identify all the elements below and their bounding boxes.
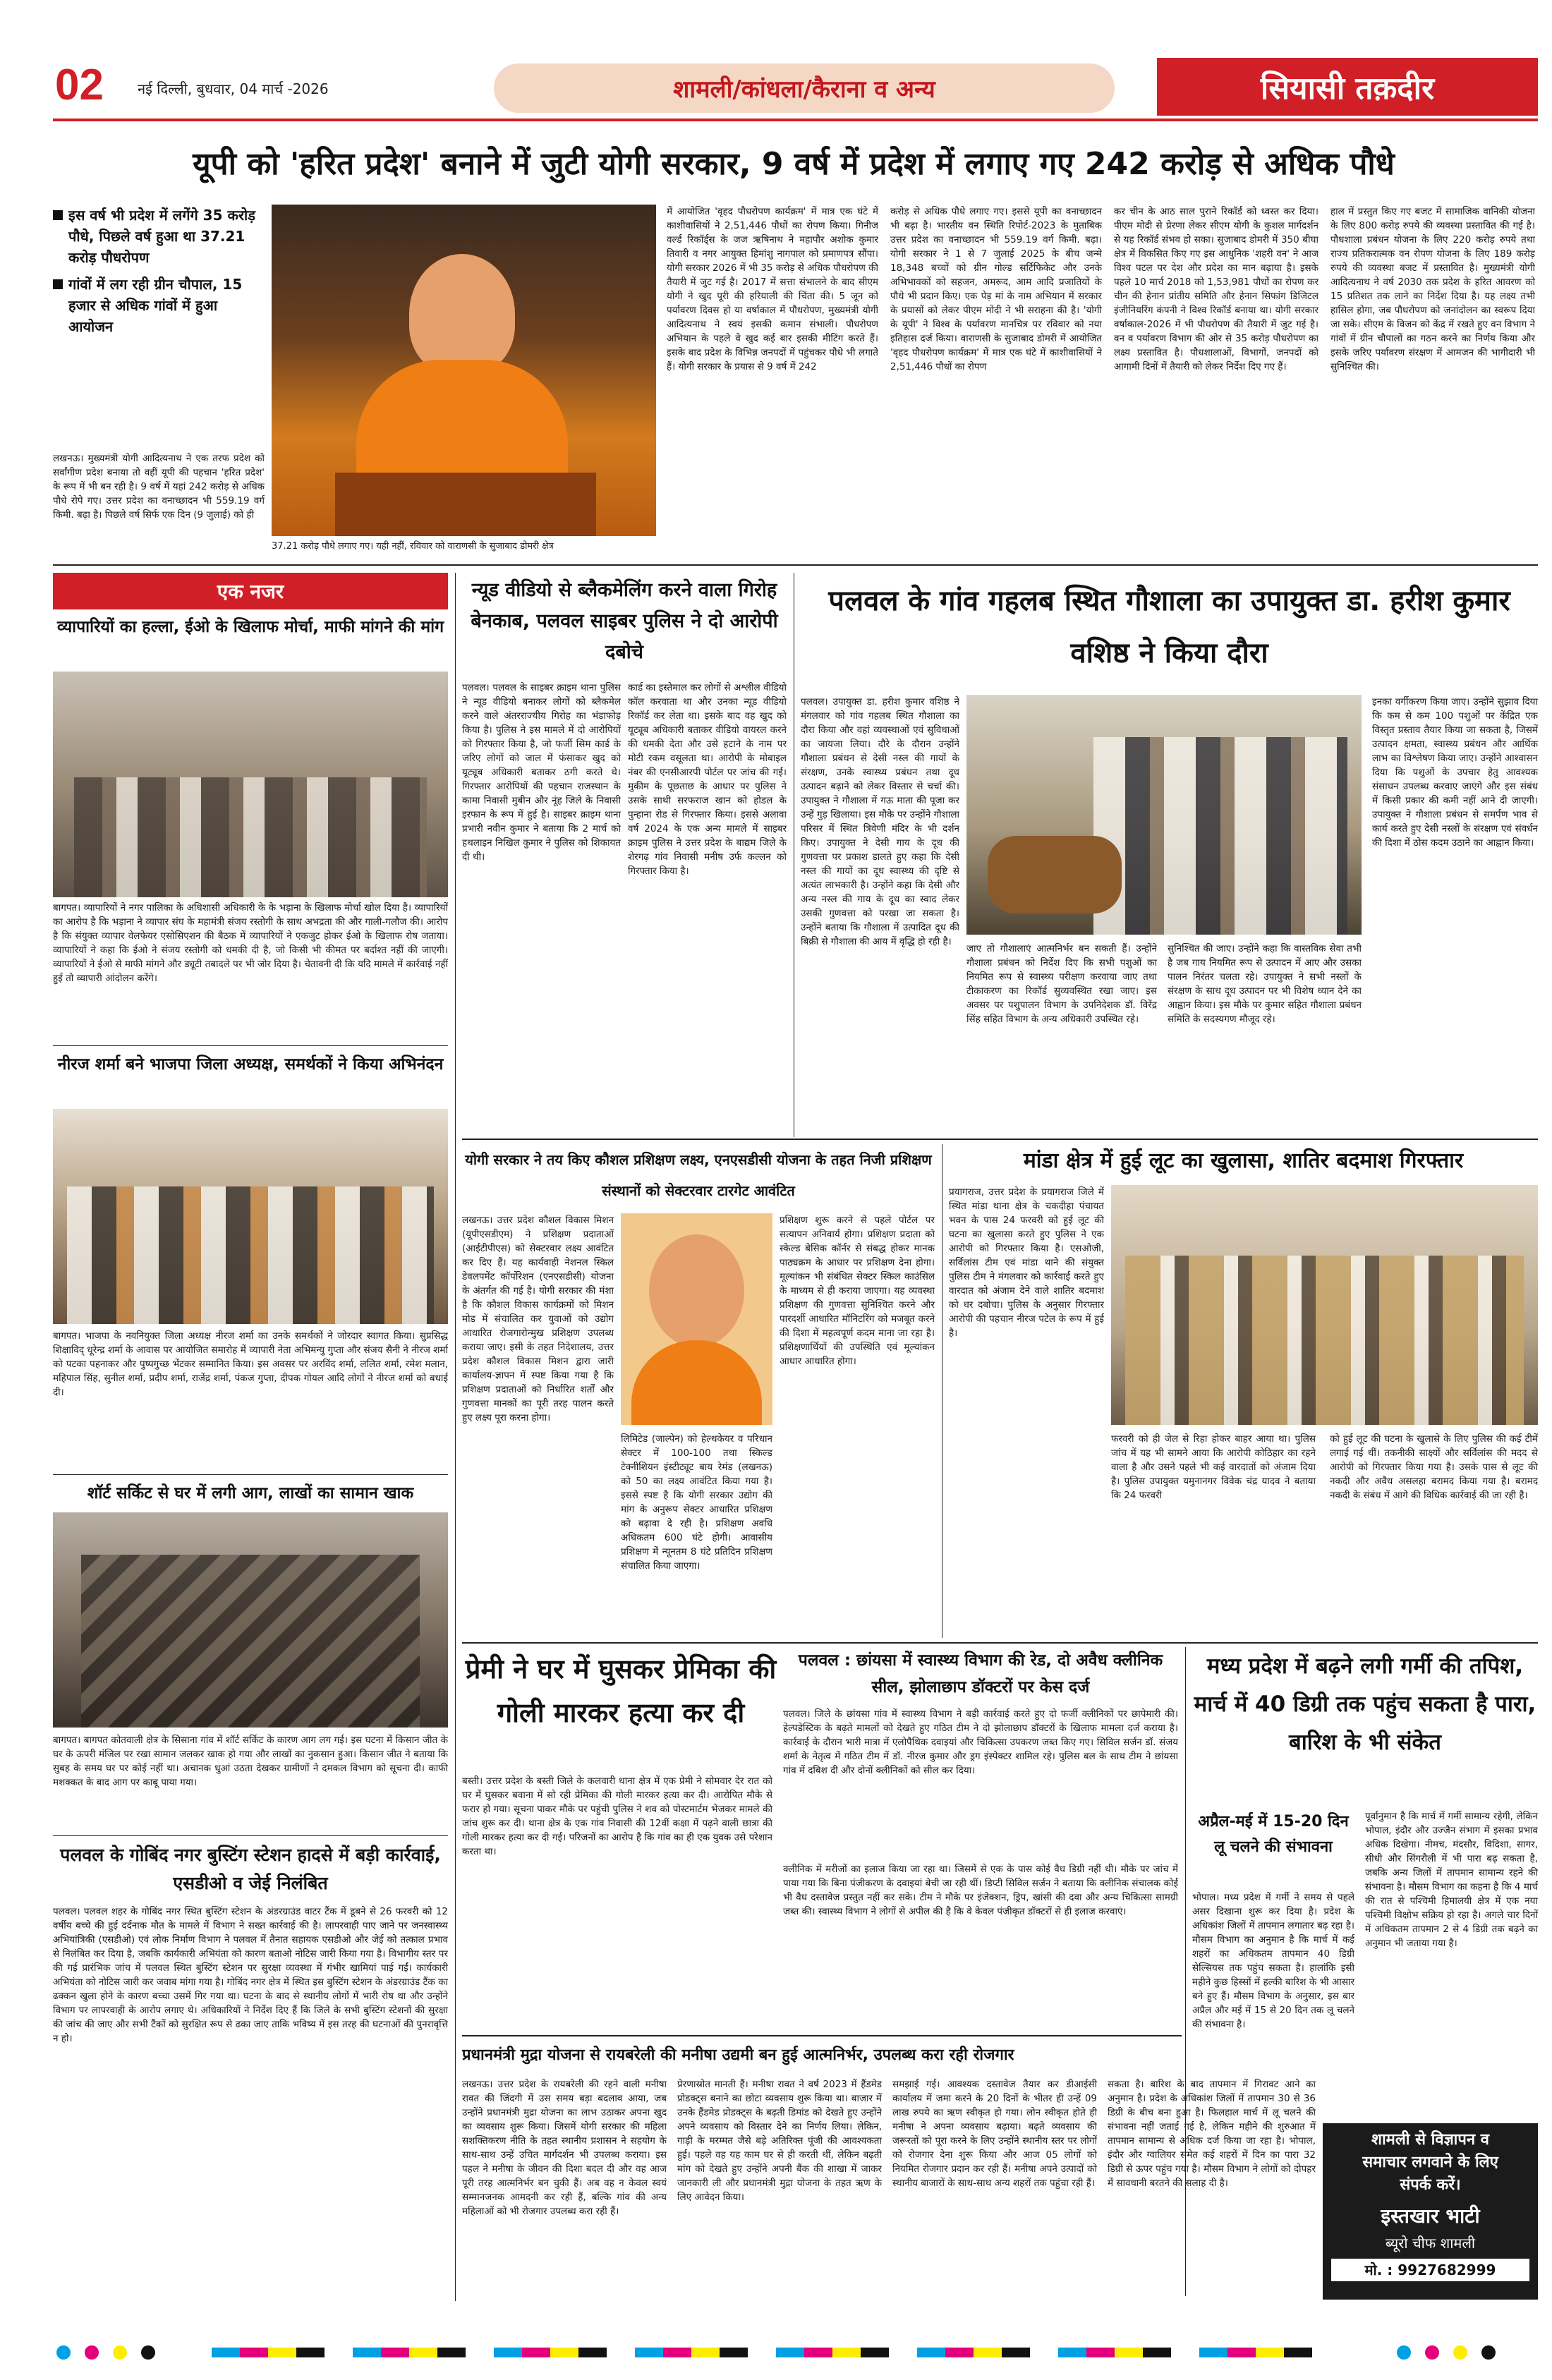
mudra-col-4: सकता है। बारिश के बाद तापमान में गिरावट आने का अनुमान है। प्रदेश के अधिकांश जिलों में तापमान 30 से 36 डिग्री के बीच बना हुआ है। फिलहाल मार्च में लू चलने की संभावना नहीं जताई गई है, लेकिन महीने की शुरुआत में तापमान सामान्य से अधिक दर्ज किया जा रहा है। भोपाल, इंदौर और ग्वालियर समेत कई शहरों में दिन का पारा 32 डिग्री से ऊपर पहुंच गया है। मौसम विभाग ने लोगों को दोपहर में सावधानी बरतने की सलाह दी है। bbox=[1108, 2079, 1316, 2189]
ad-phone: मो. : 9927682999 bbox=[1331, 2259, 1529, 2281]
mid-divider bbox=[462, 1139, 1538, 1140]
neeraj-text: बागपत। भाजपा के नवनियुक्त जिला अध्यक्ष नीरज शर्मा का उनके समर्थकों ने जोरदार स्वागत किया। सुप्रसिद्ध शिक्षाविद् धूरेन्द्र शर्मा के आवास पर आयोजित समारोह में व्यापारी नेता अभिमन्यु गुप्ता और संजय सैनी ने नीरज शर्मा को पटका पहनाकर और पुष्पगुच्छ भेंटकर सम्मानित किया। इस अवसर पर अरविंद शर्मा, ललित शर्मा, रमेश मलान, महिपाल सिंह, सुनील शर्मा, प्रदीप शर्मा, राजेंद्र शर्मा, पंकज गुप्ता, दीपक गोयल आदि लोगों ने नीरज शर्मा को बधाई दी। bbox=[53, 1330, 448, 1398]
video-gang-col-1: पलवल। पलवल के साइबर क्राइम थाना पुलिस ने न्यूड वीडियो बनाकर लोगों को ब्लैकमेल करने वाले अंतरराज्यीय गिरोह का भंडाफोड़ किया है। पुलिस ने इस मामले में दो आरोपियों को गिरफ्तार किया है, जो फर्जी सिम कार्ड के जरिए लोगों को जाल में फंसाकर खुद को यूट्यूब अधिकारी बताकर ठगी करते थे। गिरफ्तार आरोपियों की पहचान राजस्थान के कामा निवासी मुबीन और नूंह जिले के निवासी इरफान के रूप में हुई है। साइबर क्राइम थाना प्रभारी नवीन कुमार ने बताया कि 2 मार्च को हथलाइन निखिल कुमार ने पुलिस को शिकायत दी थी। bbox=[462, 682, 621, 863]
premi-headline: प्रेमी ने घर में घुसकर प्रेमिका की गोली मारकर हत्या कर दी bbox=[465, 1653, 777, 1728]
crowd bbox=[74, 777, 427, 897]
manda-col-1: प्रयागराज, उत्तर प्रदेश के प्रयागराज जिले में स्थित मांडा थाना क्षेत्र के चकदीहा पंचायत भवन के पास 24 फरवरी को हुई लूट की घटना का खुलासा करते हुए पुलिस ने एक आरोपी को गिरफ्तार किया है। एसओजी, सर्विलांस टीम एवं मांडा थाने की संयुक्त पुलिस टीम ने मंगलवार को कार्रवाई करते हुए वारदात को अंजाम देने वाले शातिर बदमाश को धर दबोचा। पुलिस के अनुसार गिरफ्तार आरोपी की पहचान नीरज पटेल के रूप में हुई है। bbox=[949, 1186, 1104, 1339]
manda-headline: मांडा क्षेत्र में हुई लूट का खुलासा, शातिर बदमाश गिरफ्तार bbox=[1023, 1148, 1464, 1173]
footer-registration-strip bbox=[0, 2328, 1552, 2380]
lead-bullet: गांवों में लग रही ग्रीन चौपाल, 15 हजार से अधिक गांवों में हुआ आयोजन bbox=[53, 274, 265, 337]
lead-photo-caption: 37.21 करोड़ पौधे लगाए गए। यही नहीं, रविवार को वाराणसी के सुजाबाद डोमरी क्षेत्र bbox=[272, 541, 554, 552]
gaushala-col-2: इनका वर्गीकरण किया जाए। उन्होंने सुझाव दिया कि कम से कम 100 पशुओं पर केंद्रित एक विस्तृत प्रस्ताव तैयार किया जा सकता है, जिसमें उत्पादन क्षमता, स्वास्थ्य प्रबंधन और आर्थिक लाभ का विश्लेषण किया जाए। उन्होंने आश्वासन दिया कि पशुओं के उपचार हेतु आवश्यक संसाधन उपलब्ध करवाए जाएंगे और इस संबंध में किसी प्रकार की कमी नहीं आने दी जाएगी। उपायुक्त ने गौशाला प्रबंधन से समर्पण भाव से कार्य करते हुए देसी नस्लों के संरक्षण एवं संवर्धन की दिशा में ठोस कदम उठाने का आह्वान किया। bbox=[1372, 696, 1538, 849]
video-gang-col-2: कार्ड का इस्तेमाल कर लोगों से अश्लील वीडियो कॉल करवाता था और उनका न्यूड वीडियो रिकॉर्ड कर लेता था। इसके बाद वह खुद को यूट्यूब अधिकारी बताकर वीडियो वायरल करने की धमकी देता और उसे हटाने के नाम पर मोटी रकम वसूलता था। आरोपी के मोबाइल नंबर की एनसीआरपी पोर्टल पर जांच की गई। मुकीम के पूछताछ के आधार पर पुलिस ने उसके साथी सरफराज खान को होडल के पुन्हाना रोड से गिरफ्तार किया। इससे अलावा वर्ष 2024 के एक अन्य मामले में साइबर क्राइम पुलिस ने उत्तर प्रदेश के बाद्यम जिले के शेरगढ़ गांव निवासी मनीष उर्फ कल्लन को गिरफ्तार किया है। bbox=[628, 682, 787, 877]
lead-col-3: कर चीन के आठ साल पुराने रिकॉर्ड को ध्वस्त कर दिया। पीएम मोदी से प्रेरणा लेकर सीएम योगी के कुशल मार्गदर्शन से यह रिकॉर्ड संभव हो सका। सुजाबाद डोमरी में 350 बीघा क्षेत्र में विकसित किए गए इस आधुनिक 'शहरी वन' ने आज विश्व पटल पर देश और प्रदेश का मान बढ़ाया है। इसके पहले 10 मार्च 2018 को 1,53,981 पौधों का रोपण कर चीन की हेनान प्रांतीय समिति और हेनान सिफांग डिजिटल इंजीनियरिंग कंपनी ने विश्व रिकॉर्ड बनाया था। योगी सरकार वर्षाकाल-2026 में भी पौधरोपण की तैयारी में जुट गई है। वन व पर्यावरण विभाग की ओर से 35 करोड़ पौधरोपण का लक्ष्य प्रस्तावित है। पौधशालाओं, विभागों, जनपदों को आगामी दिनों में तैयारी को लेकर निर्देश दिए गए हैं। bbox=[1114, 206, 1318, 372]
mudra-headline: प्रधानमंत्री मुद्रा योजना से रायबरेली की मनीषा उद्यमी बन हुई आत्मनिर्भर, उपलब्ध करा रही रोजगार bbox=[462, 2046, 1014, 2064]
brand-name: सियासी तक़दीर bbox=[1260, 71, 1435, 107]
mudra-col-3: समझाई गई। आवश्यक दस्तावेज तैयार कर डीआईसी कार्यालय में जमा करने के 20 दिनों के भीतर ही उन्हें 09 लाख रुपये का ऋण स्वीकृत हो गया। लोन स्वीकृत होते ही मनीषा ने अपना व्यवसाय बढ़ाया। बढ़ते व्यवसाय की जरूरतों को पूरा करने के लिए उन्होंने स्थानीय स्तर पर लोगों को रोजगार देना शुरू किया और आज 05 लोगों को नियमित रोजगार प्रदान कर रही हैं। मनीषा अपने उत्पादों को स्थानीय बाजारों के साथ-साथ अन्य शहरों तक पहुंचा रही हैं। bbox=[892, 2079, 1097, 2189]
manda-police-photo bbox=[1111, 1185, 1538, 1425]
kaushal-col-2: लिमिटेड (जाल्पेन) को हेल्थकेयर व परिधान सेक्टर में 100-100 तथा स्किल्ड टेक्नीशियन इंस्टीट्यूट बाय रेमंड (लखनऊ) को 50 का लक्ष्य आवंटित किया गया है। इससे स्पष्ट है कि योगी सरकार उद्योग की मांग के अनुरूप सेक्टर आधारित प्रशिक्षण को बढ़ावा दे रही है। प्रशिक्षण अवधि अधिकतम 600 घंटे होगी। आवासीय प्रशिक्षण में न्यूनतम 8 घंटे प्रतिदिन प्रशिक्षण संचालित किया जाएगा। bbox=[621, 1433, 772, 1572]
manda-col-2: फरवरी को ही जेल से रिहा होकर बाहर आया था। पुलिस जांच में यह भी सामने आया कि आरोपी कोठिहार का रहने वाला है और उसने पहले भी कई वारदातों को अंजाम दिया है। पुलिस उपायुक्त यमुनानगर विवेक चंद्र यादव ने बताया कि 24 फरवरी bbox=[1111, 1433, 1316, 1501]
lead-col-2: करोड़ से अधिक पौधे लगाए गए। इससे यूपी का वनाच्छादन भी बढ़ा है। भारतीय वन स्थिति रिपोर्ट-2023 के मुताबिक उत्तर प्रदेश का वनाच्छादन भी 559.19 वर्ग किमी. बढ़ा। योगी सरकार ने 1 से 7 जुलाई 2025 के बीच जन्मे 18,348 बच्चों को ग्रीन गोल्ड सर्टिफिकेट और उनके अभिभावकों को सहजन, अमरूद, आम आदि प्रजातियों के पौधे भी प्रदान किए। एक पेड़ मां के नाम अभियान में सरकार के प्रयासों को लेकर पीएम मोदी ने भी सराहना की है। 'योगी के यूपी' ने विश्व के पर्यावरण मानचित्र पर रविवार को नया इतिहास दर्ज किया। वाराणसी के सुजाबाद डोमरी में आयोजित 'वृहद पौधरोपण कार्यक्रम' में मात्र एक घंटे में काशीवासियों ने 2,51,446 पौधों का रोपण bbox=[890, 206, 1102, 372]
registration-mark-icon bbox=[1481, 2345, 1496, 2360]
page-number: 02 bbox=[55, 61, 104, 109]
yogi-speech-photo bbox=[272, 205, 656, 536]
fire-headline: शॉर्ट सर्किट से घर में लगी आग, लाखों का सामान खाक bbox=[87, 1484, 414, 1502]
lead-intro: लखनऊ। मुख्यमंत्री योगी आदित्यनाथ ने एक तरफ प्रदेश को सर्वांगीण प्रदेश बनाया तो वहीं यूपी की पहचान 'हरित प्रदेश' के रूप में भी बन रही है। 9 वर्ष में यहां 242 करोड़ से अधिक पौधे रोपे गए। उत्तर प्रदेश का वनाच्छादन भी 559.19 वर्ग किमी. बढ़ा है। पिछले वर्ष सिर्फ एक दिन (9 जुलाई) को ही bbox=[53, 453, 265, 521]
masthead-rule bbox=[53, 119, 1538, 121]
masthead bbox=[0, 0, 1552, 130]
yogi-robe bbox=[631, 1340, 762, 1425]
color-bar bbox=[212, 2348, 1340, 2357]
lead-col-1: में आयोजित 'वृहद पौधरोपण कार्यक्रम' में मात्र एक घंटे में काशीवासियों ने 2,51,446 पौधों का रोपण किया। गिनीज वर्ल्ड रिकॉर्ड्स के जज ऋषिनाथ ने महापौर अशोक कुमार तिवारी व नगर आयुक्त हिमांशु नागपाल को प्रमाणपत्र सौंपा। योगी सरकार 2026 में भी 35 करोड़ से अधिक पौधरोपण की तैयारी में जुट गई है। 2017 में सत्ता संभालने के बाद सीएम योगी ने खुद पूरी की हरियाली की चिंता की। 5 जून को पर्यावरण दिवस हो या वर्षाकाल में पौधरोपण, मुख्यमंत्री योगी आदित्यनाथ ने स्वयं इसकी कमान संभाली। पौधरोपण अभियान के पहले वे खुद कई बार इसकी मीटिंग करते हैं। इसके बाद प्रदेश के विभिन्न जनपदों में पहुंचकर पौधे भी लगाते हैं। योगी सरकार के प्रयास से 9 वर्ष में 242 bbox=[667, 206, 878, 372]
kaushal-col-3: प्रशिक्षण शुरू करने से पहले पोर्टल पर सत्यापन अनिवार्य होगा। प्रशिक्षण प्रदाता को स्केल्ड बेसिक कॉर्नर से संबद्ध होकर मानक पाठ्यक्रम के आधार पर प्रशिक्षण देना होगा। मूल्यांकन भी संबंधित सेक्टर स्किल काउंसिल के माध्यम से ही कराया जाएगा। यह व्यवस्था प्रशिक्षण की गुणवत्ता सुनिश्चित करने और पारदर्शी आधारित मॉनिटरिंग को मजबूत करने की दिशा में महत्वपूर्ण कदम माना जा रहा है। प्रशिक्षणार्थियों की उपस्थिति एवं मूल्यांकन आधार आधारित होगा। bbox=[780, 1215, 935, 1367]
nazar-divider-3 bbox=[53, 1835, 448, 1836]
nazar-divider-2 bbox=[53, 1474, 448, 1475]
chhainsa-col-1: पलवल। जिले के छांयसा गांव में स्वास्थ्य विभाग ने बड़ी कार्रवाई करते हुए दो फर्जी क्लीनिकों पर छापेमारी की। हेल्पडेस्टिक के बढ़ते मामलों को देखते हुए गठित टीम ने दो झोलाछाप डॉक्टरों के खिलाफ मामला दर्ज कराया है। कार्रवाई के दौरान भारी मात्रा में एलोपैथिक दवाइयां और चिकित्सा उपकरण जब्त किए गए। सिविल सर्जन डॉ. संजय शर्मा के नेतृत्व में गठित टीम में डॉ. नीरज कुमार और ड्रग इंस्पेक्टर शामिल रहे। पुलिस बल के साथ टीम ने छांयसा गांव में दबिश दी और दोनों क्लीनिकों को सील कर दिया। bbox=[783, 1708, 1178, 1776]
registration-mark-icon bbox=[56, 2345, 71, 2360]
police-officers bbox=[1125, 1256, 1524, 1425]
burnt-room bbox=[81, 1555, 420, 1728]
ad-line-2: समाचार लगवाने के लिए bbox=[1362, 2154, 1498, 2171]
premi-col-1: बस्ती। उत्तर प्रदेश के बस्ती जिले के कलवारी थाना क्षेत्र में एक प्रेमी ने सोमवार देर रात को घर में घुसकर बवाना में सो रही प्रेमिका की गोली मारकर हत्या कर दी। आरोपित मौके से फरार हो गया। सूचना पाकर मौके पर पहुंची पुलिस ने शव को पोस्टमार्टम भेजकर मामले की जांच शुरू कर दी। थाना क्षेत्र के एक गांव निवासी की 12वीं कक्षा में पढ़ने वाली छात्रा की गोली मारकर हत्या कर दी गई। परिजनों का आरोप है कि गांव का ही एक युवक उसे परेशान करता था। bbox=[462, 1775, 772, 1857]
cow bbox=[988, 836, 1122, 913]
chhainsa-headline: पलवल : छांयसा में स्वास्थ्य विभाग की रेड, दो अवैध क्लीनिक सील, झोलाछाप डॉक्टरों पर केस दर्ज bbox=[798, 1651, 1163, 1696]
section-title: शामली/कांधला/कैराना व अन्य bbox=[673, 75, 935, 104]
video-gang-headline: न्यूड वीडियो से ब्लैकमेलिंग करने वाला गिरोह बेनकाब, पलवल साइबर पुलिस ने दो आरोपी दबोचे bbox=[471, 579, 778, 663]
podium bbox=[335, 473, 596, 536]
kaushal-headline: योगी सरकार ने तय किए कौशल प्रशिक्षण लक्ष्य, एनएसडीसी योजना के तहत निजी प्रशिक्षण संस्थानों को सेक्टरवार टारगेट आवंटित bbox=[465, 1151, 932, 1199]
yogi-face bbox=[649, 1234, 744, 1347]
nazar-divider-1 bbox=[53, 1045, 448, 1046]
heat-subheadline: अप्रैल-मई में 15-20 दिन लू चलने की संभावना bbox=[1198, 1813, 1349, 1856]
ad-line-3: संपर्क करें। bbox=[1400, 2176, 1461, 2194]
lead-col-4: हाल में प्रस्तुत किए गए बजट में सामाजिक वानिकी योजना के लिए 800 करोड़ रुपये की व्यवस्था प्रस्तावित की गई है। पौधशाला प्रबंधन योजना के लिए 220 करोड़ रुपये तथा राज्य प्रतिकरात्मक वन रोपण योजना के लिए 189 करोड़ रुपये की व्यवस्था बजट में प्रस्तावित है। मुख्यमंत्री योगी आदित्यनाथ ने वर्ष 2030 तक प्रदेश के हरित आवरण को 15 प्रतिशत तक लाने का निर्देश दिया है। यह लक्ष्य तभी हासिल होगा, जब पौधरोपण को जनांदोलन का स्वरूप दिया जा सके। सीएम के विजन को केंद्र में रखते हुए वन विभाग ने गांवों में ग्रीन चौपालों का गठन करने का निर्णय किया और इसके जरिए पर्यावरण संरक्षण में आमजन की भागीदारी भी सुनिश्चित की। bbox=[1330, 206, 1535, 372]
vertical-divider-left bbox=[455, 573, 456, 2301]
mudra-col-2: प्रेरणास्रोत मानती हैं। मनीषा रावत ने वर्ष 2023 में हैंडमेड प्रोडक्ट्स बनाने का छोटा व्यवसाय शुरू किया था। बाजार में उनके हैंडमेड प्रोडक्ट्स के बढ़ती डिमांड को देखते हुए उन्होंने अपने व्यवसाय को विस्तार देने का निर्णय लिया। लेकिन, गाड़ी के मरम्मत जैसे बड़े अतिरिक्त पूंजी की आवश्यकता हुई। पहले वह यह काम घर से ही करती थीं, लेकिन बढ़ती मांग को देखते हुए उन्होंने अपनी बैंक की शाखा में जाकर जानकारी ली और प्रधानमंत्री मुद्रा योजना के तहत ऋण के लिए आवेदन किया। bbox=[677, 2079, 882, 2203]
registration-mark-icon bbox=[85, 2345, 99, 2360]
registration-mark-icon bbox=[141, 2345, 155, 2360]
lower-divider bbox=[462, 1642, 1538, 1644]
mudra-divider bbox=[462, 2035, 1182, 2036]
dateline: नई दिल्ली, बुधवार, 04 मार्च -2026 bbox=[138, 80, 329, 97]
registration-mark-icon bbox=[113, 2345, 127, 2360]
speaker-figure bbox=[409, 254, 515, 374]
ek-nazar-label: एक नजर bbox=[53, 573, 448, 609]
brand-box bbox=[1157, 58, 1538, 116]
gaushala-col-4: सुनिश्चित की जाए। उन्होंने कहा कि वास्तविक सेवा तभी है जब गाय नियमित रूप से उत्पादन में आए और उसका पालन निरंतर चलता रहे। उपायुक्त ने सभी नस्लों के संरक्षण के साथ दूध उत्पादन पर भी विशेष ध्यान देने का आह्वान किया। इस मौके पर कुमार सहित गौशाला प्रबंधन समिति के सदस्यगण मौजूद रहे। bbox=[1168, 943, 1362, 1025]
heat-col-2: पूर्वानुमान है कि मार्च में गर्मी सामान्य रहेगी, लेकिन भोपाल, इंदौर और उज्जैन संभाग में इसका प्रभाव अधिक दिखेगा। नीमच, मंदसौर, विदिशा, सागर, सीधी और सिंगरौली में भी पारा बढ़ सकता है, जबकि अन्य जिलों में तापमान सामान्य रहने की संभावना है। मौसम विभाग का कहना है कि 4 मार्च की रात से पश्चिमी हिमालयी क्षेत्र में एक नया पश्चिमी विक्षोभ सक्रिय हो रहा है। अगले चार दिनों में अधिकतम तापमान 2 से 4 डिग्री तक बढ़ने का अनुमान भी जताया गया है। bbox=[1365, 1811, 1538, 1949]
busting-headline: पलवल के गोबिंद नगर बुस्टिंग स्टेशन हादसे में बड़ी कार्रवाई, एसडीओ व जेई निलंबित bbox=[60, 1845, 441, 1893]
square-bullet-icon bbox=[53, 210, 63, 220]
mudra-col-1: लखनऊ। उत्तर प्रदेश के रायबरेली की रहने वाली मनीषा रावत की जिंदगी में उस समय बड़ा बदलाव आया, जब उन्होंने प्रधानमंत्री मुद्रा योजना का लाभ उठाकर अपना खुद का व्यवसाय शुरू किया। जिसमें योगी सरकार की महिला सशक्तिकरण नीति के तहत स्थानीय प्रशासन ने सहयोग के साथ-साथ उन्हें उचित मार्गदर्शन भी उपलब्ध कराया। इस पहल ने मनीषा के जीवन की दिशा बदल दी और वह आज पूरी तरह आत्मनिर्भर बन चुकी हैं। अब वह न केवल स्वयं सम्मानजनक आमदनी कर रही हैं, बल्कि गांव की अन्य महिलाओं को भी रोजगार उपलब्ध करा रही हैं। bbox=[462, 2079, 667, 2217]
ad-title: ब्यूरो चीफ शामली bbox=[1385, 2235, 1476, 2252]
advertisement-box bbox=[1323, 2123, 1538, 2300]
ad-name: इस्तखार भाटी bbox=[1381, 2204, 1480, 2228]
manda-col-3: को हुई लूट की घटना के खुलासे के लिए पुलिस की कई टीमें लगाई गई थीं। तकनीकी साक्ष्यों और सर्विलांस की मदद से आरोपी को गिरफ्तार किया गया है। उसके पास से लूट की नकदी और अवैध असलहा बरामद किया गया है। बरामद नकदी के संबंध में आगे की विधिक कार्रवाई की जा रही है। bbox=[1330, 1433, 1538, 1501]
lead-bullets bbox=[53, 205, 265, 444]
gaushala-headline: पलवल के गांव गहलब स्थित गौशाला का उपायुक्त डा. हरीश कुमार वशिष्ठ ने किया दौरा bbox=[828, 585, 1510, 669]
officials-group bbox=[1093, 737, 1347, 935]
gaushala-col-3: जाए तो गौशालाएं आत्मनिर्भर बन सकती हैं। उन्होंने गौशाला प्रबंधन को निर्देश दिए कि सभी पशुओं का नियमित रूप से स्वास्थ्य परीक्षण करवाया जाए तथा टीकाकरण का रिकॉर्ड सुव्यवस्थित रखा जाए। इस अवसर पर पशुपालन विभाग के उपनिदेशक डॉ. विरेंद्र सिंह सहित विभाग के अन्य अधिकारी उपस्थित रहे। bbox=[966, 943, 1157, 1025]
neeraj-headline: नीरज शर्मा बने भाजपा जिला अध्यक्ष, समर्थकों ने किया अभिनंदन bbox=[57, 1055, 444, 1074]
traders-protest-photo bbox=[53, 672, 448, 897]
registration-mark-icon bbox=[1453, 2345, 1467, 2360]
traders-text: बागपत। व्यापारियों ने नगर पालिका के अधिशासी अधिकारी के के भड़ाना के खिलाफ मोर्चा खोल दिया है। व्यापारियों का आरोप है कि भड़ाना ने व्यापार संघ के महामंत्री संजय रस्तोगी के साथ अभद्रता की और गाली-गलौज की। आरोप है कि संयुक्त व्यापार वेलफेयर एसोसिएशन की बैठक में व्यापारियों ने एकजुट होकर ईओ के खिलाफ रोष जताया। व्यापारियों ने कहा कि ईओ ने संजय रस्तोगी को धमकी दी है, जो किसी भी कीमत पर बर्दाश्त नहीं की जाएगी। व्यापारियों ने ईओ से माफी मांगने और ड्यूटी तबादले पर भी जोर दिया है। चेतावनी दी कि यदि मामले में कार्रवाई नहीं हुई तो व्यापारी आंदोलन करेंगे। bbox=[53, 902, 448, 984]
gaushala-col-1: पलवल। उपायुक्त डा. हरीश कुमार वशिष्ठ ने मंगलवार को गांव गहलब स्थित गौशाला का दौरा किया और वहां व्यवस्थाओं एवं सुविधाओं का जायजा लिया। दौरे के दौरान उन्होंने गौशाला प्रबंधन से देसी नस्ल की गायों के संरक्षण, उनके स्वास्थ्य प्रबंधन तथा दूध उत्पादन बढ़ाने को लेकर विस्तार से चर्चा की। उपायुक्त ने गौशाला में गऊ माता की पूजा कर उन्हें गुड़ खिलाया। इस मौके पर उन्होंने गौशाला परिसर में स्थित त्रिवेणी मंदिर के भी दर्शन किए। उपायुक्त ने देसी गाय के दूध की गुणवत्ता पर प्रकाश डालते हुए कहा कि देसी नस्ल की गायों का दूध स्वास्थ्य की दृष्टि से अत्यंत लाभकारी है। उन्होंने कहा कि देसी और अन्य नस्ल की गाय के दूध का स्वाद लेकर उसकी गुणवत्ता को परखा जा सकता है। उन्होंने बताया कि गौशाला में उत्पादित दूध की बिक्री से गौशाला की आय में वृद्धि हो रही है। bbox=[801, 696, 959, 947]
registration-mark-icon bbox=[1425, 2345, 1439, 2360]
busting-text: पलवल। पलवल शहर के गोबिंद नगर स्थित बुस्टिंग स्टेशन के अंडरग्राउंड वाटर टैंक में डूबने से 26 फरवरी को 12 वर्षीय बच्चे की हुई दर्दनाक मौत के मामले में विभाग ने सख्त कार्रवाई की है। लापरवाही पाए जाने पर जनस्वास्थ्य अभियांत्रिकी (एसडीओ) एवं लोक निर्माण विभाग ने पलवल में तैनात सहायक एसडीओ और जेई को तत्काल प्रभाव से निलंबित कर दिया है, जबकि कार्यकारी अभियंता को कारण बताओ नोटिस जारी किया गया है। विभागीय स्तर पर की गई प्रारंभिक जांच में पलवल स्थित बुस्टिंग स्टेशन पर सुरक्षा व्यवस्था में गंभीर खामियां पाई गईं। कार्यकारी अभियंता को नोटिस जारी कर जवाब मांगा गया है। गोबिंद नगर क्षेत्र में स्थित इस बुस्टिंग स्टेशन के अंडरग्राउंड टैंक का ढक्कन खुला होने के कारण बच्चा उसमें गिर गया था। घटना के बाद से स्थानीय लोगों में भारी रोष था और उन्होंने विभाग पर लापरवाही के आरोप लगाए थे। अधिकारियों ने निर्देश दिए हैं कि जिले के सभी बुस्टिंग स्टेशनों की सुरक्षा की जांच की जाए और सभी टैंकों को सुरक्षित रूप से ढका जाए ताकि भविष्य में इस तरह की घटनाओं की पुनरावृत्ति न हो। bbox=[53, 1906, 448, 2044]
heat-col-1: भोपाल। मध्य प्रदेश में गर्मी ने समय से पहले असर दिखाना शुरू कर दिया है। प्रदेश के अधिकांश जिलों में तापमान लगातार बढ़ रहा है। मौसम विभाग का अनुमान है कि मार्च में कई शहरों का अधिकतम तापमान 40 डिग्री सेल्सियस तक पहुंच सकता है। हालांकि इसी महीने कुछ हिस्सों में हल्की बारिश के भी आसार बने हुए हैं। मौसम विभाग के अनुसार, इस बार अप्रैल और मई में 15 से 20 दिन तक लू चलने की संभावना है। bbox=[1192, 1892, 1354, 2030]
traders-headline: व्यापारियों का हल्ला, ईओ के खिलाफ मोर्चा, माफी मांगने की मांग bbox=[56, 618, 444, 636]
kaushal-col-1: लखनऊ। उत्तर प्रदेश कौशल विकास मिशन (यूपीएसडीएम) ने प्रशिक्षण प्रदाताओं (आईटीपीएस) को सेक्टरवार लक्ष्य आवंटित कर दिए हैं। यह कार्यवाही नेशनल स्किल डेवलपमेंट कॉर्पोरेशन (एनएसडीसी) योजना के अंतर्गत की गई है। योगी सरकार की मंशा है कि कौशल विकास कार्यक्रमों को मिशन मोड में संचालित कर युवाओं को उद्योग आधारित रोजगारोन्मुख प्रशिक्षण उपलब्ध कराया जाए। इसी के तहत निदेशालय, उत्तर प्रदेश कौशल विकास मिशन द्वारा जारी कार्यालय-ज्ञापन में स्पष्ट किया गया है कि प्रशिक्षण प्रदाताओं को निर्धारित शर्तों और गुणवत्ता मानकों का पूरी तरह पालन करते हुए लक्ष्य पूरा करना होगा। bbox=[462, 1215, 614, 1423]
gaushala-visit-photo bbox=[966, 695, 1362, 935]
chhainsa-col-2: क्लीनिक में मरीजों का इलाज किया जा रहा था। जिसमें से एक के पास कोई वैध डिग्री नहीं थी। मौके पर जांच में पाया गया कि बिना पंजीकरण के दवाइयां बेची जा रही थीं। डिप्टी सिविल सर्जन ने बताया कि क्लीनिक संचालक कोई भी वैध दस्तावेज प्रस्तुत नहीं कर सके। टीम ने मौके पर इंजेक्शन, ड्रिप, खांसी की दवा और अन्य चिकित्सा सामग्री जब्त की। स्वास्थ्य विभाग ने लोगों से अपील की है कि वे केवल पंजीकृत डॉक्टरों से ही इलाज करवाएं। bbox=[783, 1864, 1178, 1917]
ad-line-1: शामली से विज्ञापन व bbox=[1371, 2131, 1489, 2149]
lead-bullet: इस वर्ष भी प्रदेश में लगेंगे 35 करोड़ पौधे, पिछले वर्ष हुआ था 37.21 करोड़ पौधरोपण bbox=[53, 205, 265, 268]
lead-headline: यूपी को 'हरित प्रदेश' बनाने में जुटी योगी सरकार, 9 वर्ष में प्रदेश में लगाए गए 242 करोड़ से अधिक पौधे bbox=[193, 146, 1395, 182]
yogi-portrait-photo bbox=[621, 1213, 772, 1425]
fire-text: बागपत। बागपत कोतवाली क्षेत्र के सिसाना गांव में शॉर्ट सर्किट के कारण आग लग गई। इस घटना में किसान जीत के घर के ऊपरी मंजिल पर रखा सामान जलकर खाक हो गया और लाखों का नुकसान हुआ। किसान जीत ने बताया कि सुबह के समय घर पर कोई नहीं था। अचानक धुआं उठता देखकर ग्रामीणों ने दमकल विभाग को सूचना दी। काफी मशक्कत के बाद आग पर काबू पाया गया। bbox=[53, 1735, 448, 1788]
neeraj-felicitation-photo bbox=[53, 1109, 448, 1324]
heat-headline: मध्य प्रदेश में बढ़ने लगी गर्मी की तपिश, मार्च में 40 डिग्री तक पहुंच सकता है पारा, बारिश के भी संकेत bbox=[1194, 1653, 1536, 1755]
registration-mark-icon bbox=[1397, 2345, 1411, 2360]
fire-scene-photo bbox=[53, 1512, 448, 1728]
section-band bbox=[494, 63, 1115, 113]
lead-divider bbox=[53, 564, 1538, 566]
square-bullet-icon bbox=[53, 279, 63, 289]
group-people bbox=[67, 1186, 434, 1324]
